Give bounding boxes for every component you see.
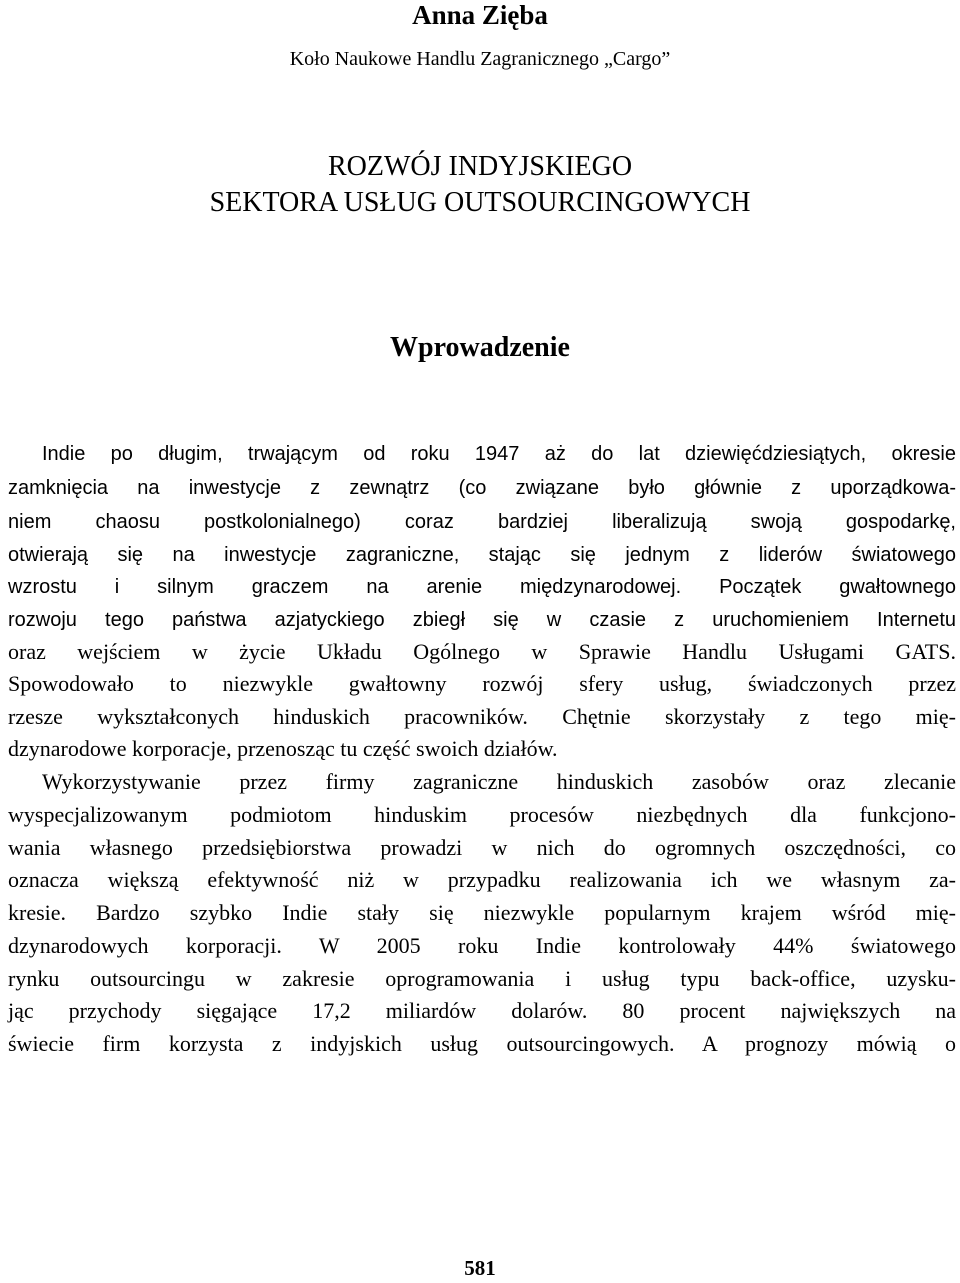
body-line: wyspecjalizowanym podmiotom hinduskim procesów niezbędnych dla funkcjono-	[8, 802, 956, 827]
body-line: rzesze wykształconych hinduskich pracowników. Chętnie skorzystały z tego mię-	[8, 704, 956, 729]
body-line: wania własnego przedsiębiorstwa prowadzi w nich do ogromnych oszczędności, co	[8, 835, 956, 860]
article-title-line-2: SEKTORA USŁUG OUTSOURCINGOWYCH	[209, 187, 751, 218]
body-line: oraz wejściem w życie Układu Ogólnego w Sprawie Handlu Usługami GATS.	[8, 639, 956, 664]
body-line: Wykorzystywanie przez firmy zagraniczne hinduskich zasobów oraz zlecanie	[42, 769, 956, 794]
article-title-line-1: ROZWÓJ INDYJSKIEGO	[327, 151, 633, 182]
body-line: oznacza większą efektywność niż w przypadku realizowania ich we własnym za-	[8, 867, 956, 892]
article-title	[0, 149, 960, 221]
body-line: zamknięcia na inwestycje z zewnątrz (co związane było głównie z uporządkowa-	[8, 477, 956, 499]
body-line: niem chaosu postkolonialnego) coraz bardziej liberalizują swoją gospodarkę,	[8, 511, 956, 533]
body-line: rozwoju tego państwa azjatyckiego zbiegł się w czasie z uruchomieniem Internetu	[8, 609, 956, 631]
body-line: otwierają się na inwestycje zagraniczne, stając się jednym z liderów światowego	[8, 544, 956, 566]
body-line: dzynarodowych korporacji. W 2005 roku Indie kontrolowały 44% światowego	[8, 933, 956, 958]
page-number: 581	[464, 1256, 496, 1280]
body-line: dzynarodowe korporacje, przenosząc tu część swoich działów.	[8, 736, 558, 761]
body-line: rynku outsourcingu w zakresie oprogramowania i usług typu back-office, uzysku-	[8, 966, 956, 991]
body-line: wzrostu i silnym graczem na arenie międzynarodowej. Początek gwałtownego	[8, 576, 956, 598]
body-line: świecie firm korzysta z indyjskich usług outsourcingowych. A prognozy mówią o	[8, 1031, 956, 1056]
body-line: jąc przychody sięgające 17,2 miliardów dolarów. 80 procent największych na	[8, 998, 956, 1023]
author-affiliation: Koło Naukowe Handlu Zagranicznego „Cargo”	[289, 48, 671, 70]
body-line: Spowodowało to niezwykle gwałtowny rozwój sfery usług, świadczonych przez	[8, 671, 956, 696]
body-line: kresie. Bardzo szybko Indie stały się niezwykle popularnym krajem wśród mię-	[8, 900, 956, 925]
body-line: Indie po długim, trwającym od roku 1947 aż do lat dziewięćdziesiątych, okresie	[42, 443, 956, 465]
section-heading: Wprowadzenie	[390, 332, 570, 363]
author-name: Anna Zięba	[412, 0, 548, 30]
